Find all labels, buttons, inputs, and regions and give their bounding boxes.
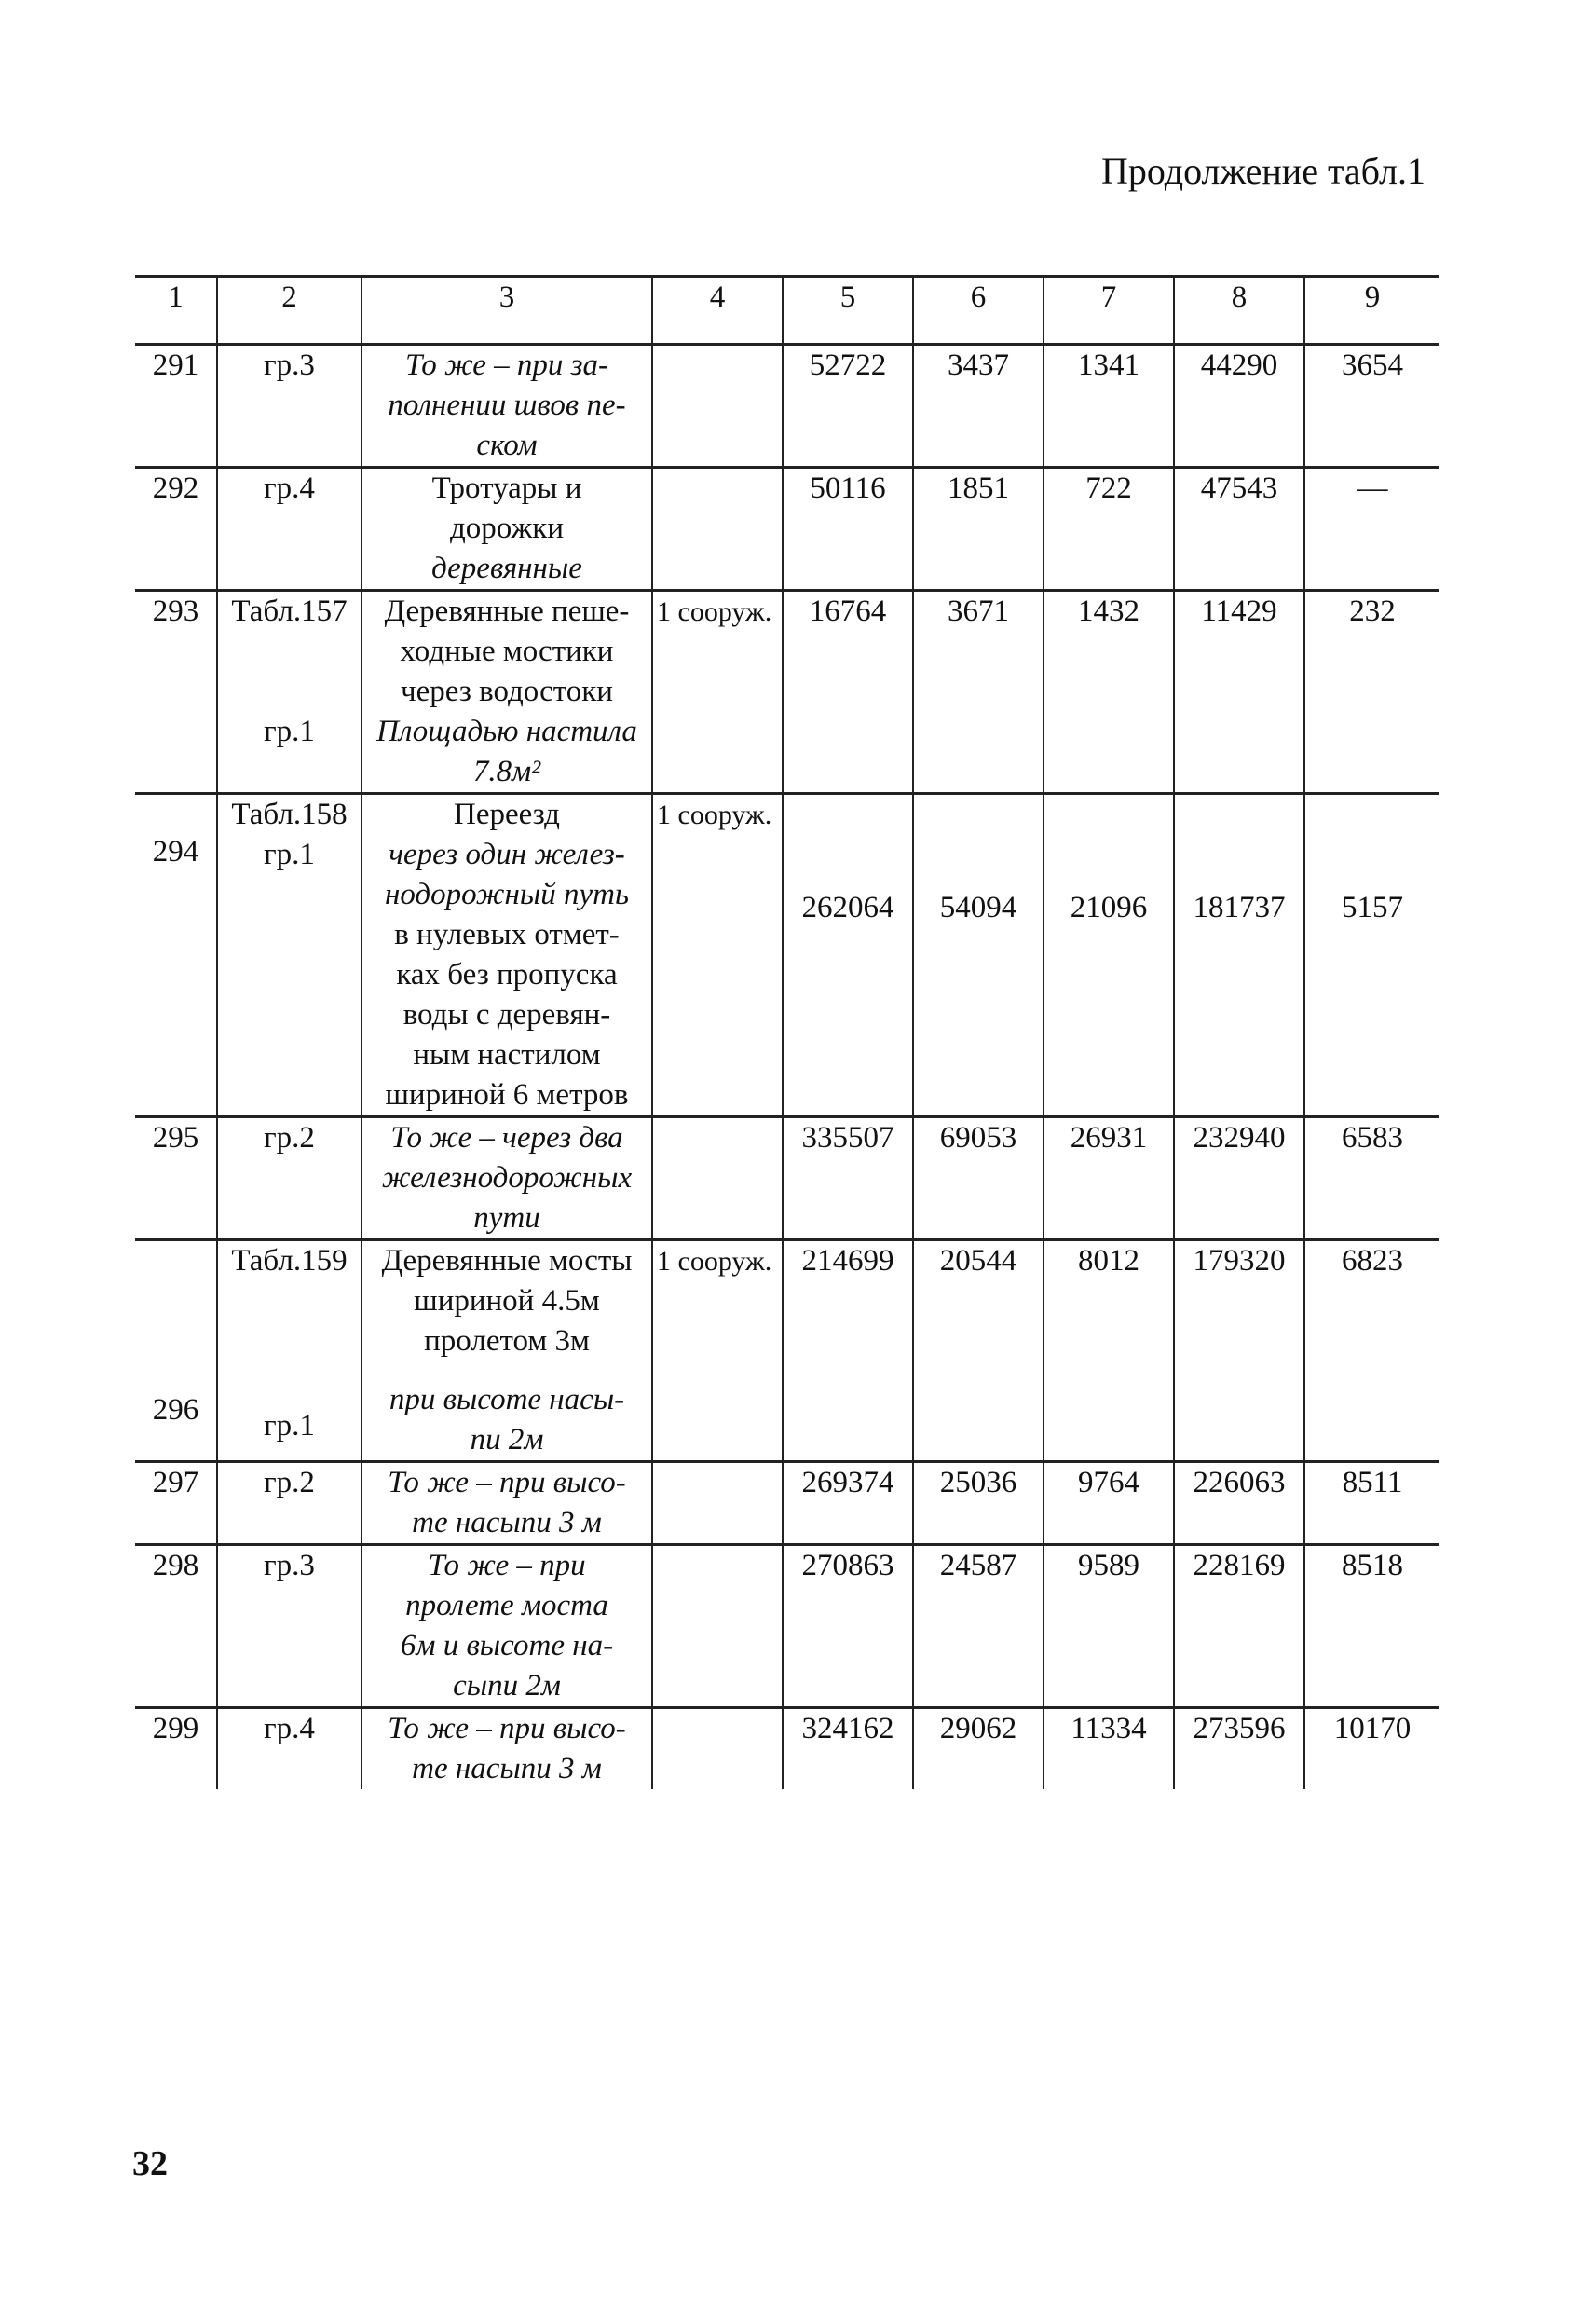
table-row (135, 591, 1439, 794)
row-unit (652, 1545, 783, 1708)
value-cell: 20544 (913, 1240, 1044, 1462)
reference-group: гр.1 (264, 715, 315, 748)
description-line: Переезд (454, 798, 560, 831)
value-cell: 29062 (913, 1708, 1044, 1790)
row-number: 291 (135, 345, 217, 468)
value-cell: 722 (1044, 468, 1174, 591)
value-cell: 1851 (913, 468, 1044, 591)
description-line: То же – через два (390, 1121, 623, 1155)
description-line: полнении швов пе- (388, 389, 626, 422)
table-continuation-title: Продолжение табл.1 (1101, 150, 1425, 192)
value-cell: 181737 (1174, 794, 1304, 1117)
value-cell: 26931 (1044, 1117, 1174, 1240)
description-line: То же – при за- (405, 349, 608, 382)
row-number: 293 (135, 591, 217, 794)
column-header: 9 (1304, 277, 1439, 345)
table-row (135, 794, 1439, 1117)
value-cell: 3671 (913, 591, 1044, 794)
description-line: То же – при высо- (388, 1466, 626, 1499)
value-cell: 8012 (1044, 1240, 1174, 1462)
description-line: шириной 6 метров (385, 1078, 629, 1112)
description-line: дорожки (450, 512, 564, 545)
value-cell: 270863 (783, 1545, 913, 1708)
row-reference: гр.4 (217, 468, 361, 591)
description-line: те насыпи 3 м (412, 1506, 602, 1539)
value-cell: 9764 (1044, 1462, 1174, 1545)
row-description (361, 1708, 652, 1790)
value-cell: 6823 (1304, 1240, 1439, 1462)
description-line: шириной 4.5м (414, 1284, 600, 1318)
column-header: 4 (652, 277, 783, 345)
value-cell: 1432 (1044, 591, 1174, 794)
row-number: 295 (135, 1117, 217, 1240)
description-line: пролете моста (405, 1589, 608, 1622)
reference-table: Табл.157 (231, 595, 348, 628)
row-reference: гр.2 (217, 1462, 361, 1545)
row-description (361, 1117, 652, 1240)
value-cell: 21096 (1044, 794, 1174, 1117)
value-cell: 232940 (1174, 1117, 1304, 1240)
table-row (135, 1545, 1439, 1708)
description-line: пи 2м (470, 1423, 544, 1456)
value-cell: 8518 (1304, 1545, 1439, 1708)
reference-table: Табл.159 (231, 1244, 348, 1278)
description-line: ным настилом (413, 1038, 601, 1072)
value-cell: 69053 (913, 1117, 1044, 1240)
row-reference (217, 591, 361, 794)
description-line: Деревянные мосты (381, 1244, 633, 1278)
value-cell: 269374 (783, 1462, 913, 1545)
cost-table (135, 275, 1439, 1789)
table-header (135, 277, 1439, 345)
table-row (135, 345, 1439, 468)
description-line: То же – при (428, 1549, 586, 1582)
value-cell: 44290 (1174, 345, 1304, 468)
description-line: в нулевых отмет- (394, 918, 620, 951)
description-line: То же – при высо- (388, 1712, 626, 1745)
value-cell: 24587 (913, 1545, 1044, 1708)
value-cell: 232 (1304, 591, 1439, 794)
value-cell: 179320 (1174, 1240, 1304, 1462)
value-cell: 50116 (783, 468, 913, 591)
row-description (361, 1240, 652, 1462)
description-line: Площадью настила (376, 715, 637, 748)
row-number-text: 296 (152, 1393, 199, 1427)
table-row (135, 1462, 1439, 1545)
row-unit: 1 сооруж. (652, 1240, 783, 1462)
value-cell: 9589 (1044, 1545, 1174, 1708)
description-line: те насыпи 3 м (412, 1752, 602, 1785)
row-reference: гр.2 (217, 1117, 361, 1240)
row-description (361, 1545, 652, 1708)
description-line: железнодорожных (381, 1161, 633, 1195)
value-cell: 11429 (1174, 591, 1304, 794)
value-cell: 1341 (1044, 345, 1174, 468)
row-unit (652, 1708, 783, 1790)
description-line: пролетом 3м (424, 1324, 590, 1358)
value-cell: 226063 (1174, 1462, 1304, 1545)
reference-group: гр.1 (264, 838, 315, 871)
description-line: сыпи 2м (453, 1669, 561, 1702)
value-cell: 16764 (783, 591, 913, 794)
column-header: 1 (135, 277, 217, 345)
column-header: 5 (783, 277, 913, 345)
table-row (135, 1708, 1439, 1790)
value-cell: 3654 (1304, 345, 1439, 468)
row-unit (652, 345, 783, 468)
row-description (361, 794, 652, 1117)
column-header: 3 (361, 277, 652, 345)
row-description (361, 468, 652, 591)
row-number-text: 294 (152, 835, 199, 868)
value-cell: 228169 (1174, 1545, 1304, 1708)
table-row (135, 468, 1439, 591)
value-cell: 273596 (1174, 1708, 1304, 1790)
reference-group: гр.1 (264, 1409, 315, 1443)
value-cell: 10170 (1304, 1708, 1439, 1790)
description-line: 7.8м² (472, 755, 541, 788)
column-header: 8 (1174, 277, 1304, 345)
row-description (361, 591, 652, 794)
value-cell: — (1304, 468, 1439, 591)
value-cell: 54094 (913, 794, 1044, 1117)
value-cell: 47543 (1174, 468, 1304, 591)
description-line: Тротуары и (431, 472, 582, 505)
row-number: 298 (135, 1545, 217, 1708)
description-line: при высоте насы- (389, 1383, 625, 1416)
value-cell: 8511 (1304, 1462, 1439, 1545)
table-row (135, 1240, 1439, 1462)
description-line: 6м и высоте на- (400, 1629, 614, 1662)
reference-table: Табл.158 (231, 798, 348, 831)
row-reference: гр.3 (217, 345, 361, 468)
row-reference: гр.4 (217, 1708, 361, 1790)
description-line: ках без пропуска (396, 958, 618, 991)
row-unit: 1 сооруж. (652, 794, 783, 1117)
value-cell: 25036 (913, 1462, 1044, 1545)
value-cell: 5157 (1304, 794, 1439, 1117)
row-number (135, 794, 217, 1117)
value-cell: 214699 (783, 1240, 913, 1462)
row-unit (652, 1462, 783, 1545)
row-unit (652, 468, 783, 591)
row-number (135, 1240, 217, 1462)
page-number: 32 (132, 2144, 168, 2183)
row-unit: 1 сооруж. (652, 591, 783, 794)
table-row (135, 1117, 1439, 1240)
cost-table-container (135, 275, 1439, 1789)
row-number: 292 (135, 468, 217, 591)
row-reference (217, 794, 361, 1117)
value-cell: 52722 (783, 345, 913, 468)
value-cell: 6583 (1304, 1117, 1439, 1240)
description-line: воды с деревян- (402, 998, 611, 1032)
description-line: через водостоки (401, 675, 613, 708)
description-line: через один желез- (389, 838, 625, 871)
row-reference: гр.3 (217, 1545, 361, 1708)
row-description (361, 1462, 652, 1545)
row-unit (652, 1117, 783, 1240)
value-cell: 11334 (1044, 1708, 1174, 1790)
column-header: 2 (217, 277, 361, 345)
description-line: нодорожный путь (385, 878, 629, 911)
row-reference (217, 1240, 361, 1462)
value-cell: 3437 (913, 345, 1044, 468)
value-cell: 262064 (783, 794, 913, 1117)
value-cell: 335507 (783, 1117, 913, 1240)
description-line: ском (476, 429, 538, 462)
value-cell: 324162 (783, 1708, 913, 1790)
row-number: 297 (135, 1462, 217, 1545)
row-description (361, 345, 652, 468)
description-line: ходные мостики (400, 635, 614, 668)
column-header: 7 (1044, 277, 1174, 345)
description-line: деревянные (431, 552, 582, 585)
description-line: пути (473, 1201, 540, 1235)
description-line: Деревянные пеше- (384, 595, 630, 628)
column-header: 6 (913, 277, 1044, 345)
row-number: 299 (135, 1708, 217, 1790)
